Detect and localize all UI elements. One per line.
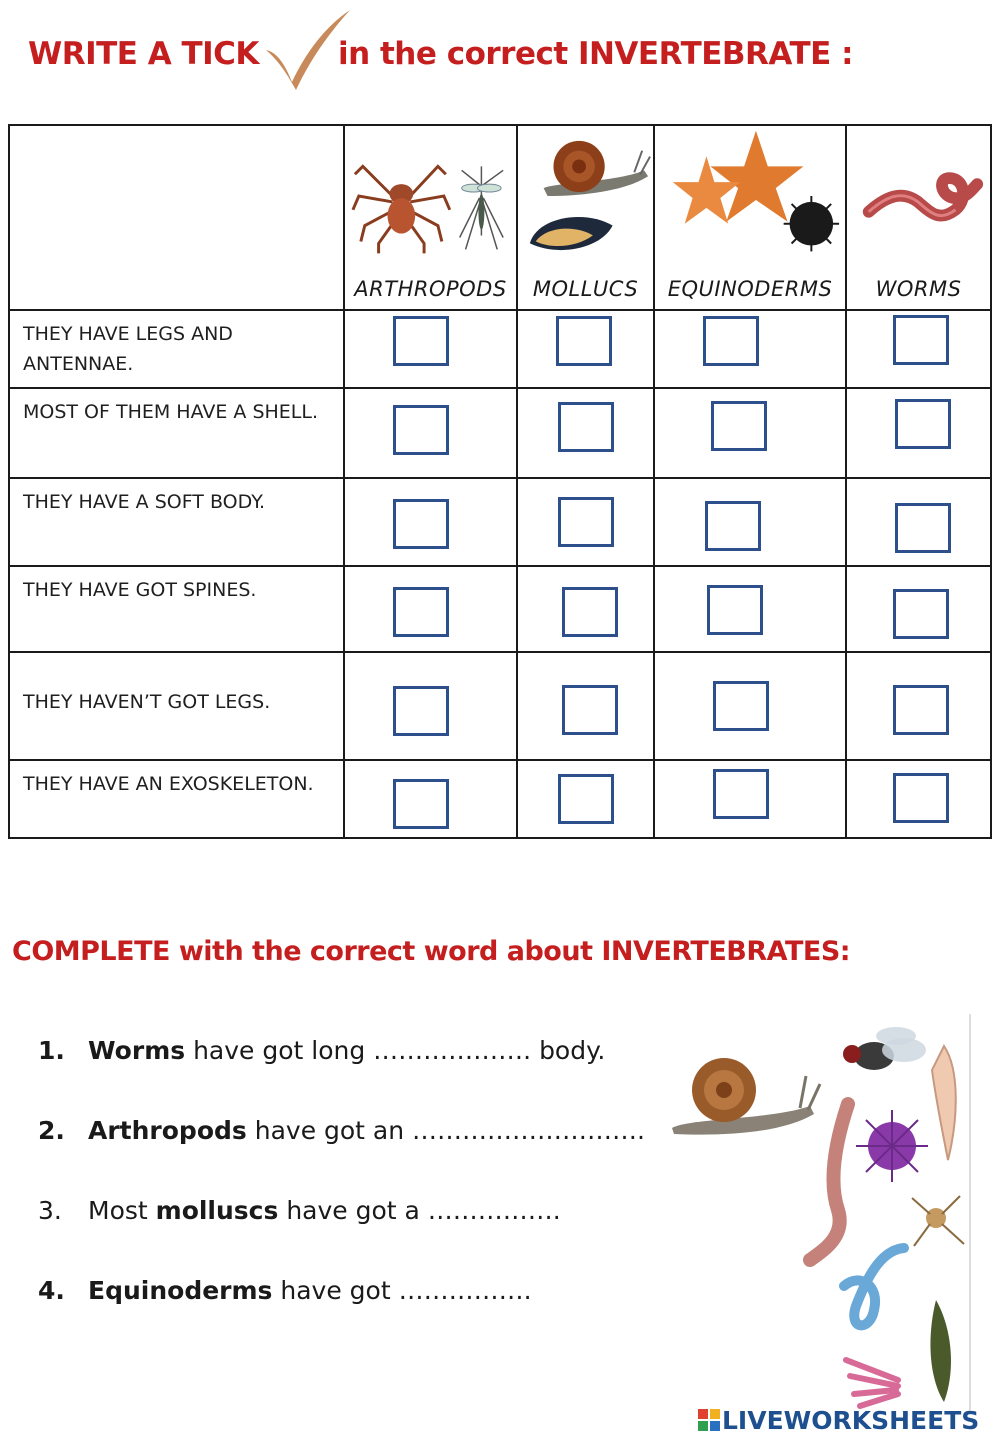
checkbox-nolegs-mollucs[interactable] [562, 685, 618, 735]
sentence-number: 3. [38, 1196, 62, 1225]
earthworm-icon [810, 1104, 848, 1260]
header-worms [846, 125, 991, 310]
table-row [9, 388, 991, 478]
row-label: THEY HAVE GOT SPINES. [23, 579, 257, 601]
table-row [9, 652, 991, 760]
sentence-text: have got an ………………………. [246, 1116, 645, 1145]
liveworksheets-logo [698, 1406, 979, 1435]
worm-icon [847, 126, 990, 266]
table-row [9, 478, 991, 566]
row-label: MOST OF THEM HAVE A SHELL. [23, 401, 319, 423]
checkbox-spines-equinoderms[interactable] [707, 585, 763, 635]
column-label-mollucs: MOLLUCS [532, 277, 639, 301]
checkbox-shell-worms[interactable] [895, 399, 951, 449]
column-label-arthropods: ARTHROPODS [354, 277, 507, 301]
sentence-number: 1. [38, 1036, 65, 1065]
row-label: THEY HAVE LEGS AND ANTENNAE. [23, 323, 233, 375]
sentence-text: have got a ……………. [278, 1196, 561, 1225]
row-label: THEY HAVE AN EXOSKELETON. [23, 773, 314, 795]
sentence-pre: Most [88, 1196, 156, 1225]
checkbox-spines-arthropods[interactable] [393, 587, 449, 637]
checkbox-exo-worms[interactable] [893, 773, 949, 823]
checkbox-legs-worms[interactable] [893, 315, 949, 365]
checkbox-legs-arthropods[interactable] [393, 316, 449, 366]
header-mollucs [517, 125, 654, 310]
heading-tick-part2: in the correct INVERTEBRATE : [338, 36, 853, 72]
snail-mussel-icon [518, 126, 653, 266]
table-header-row [9, 125, 991, 310]
header-empty-cell [9, 125, 344, 310]
list-item [38, 1196, 645, 1276]
checkbox-nolegs-arthropods[interactable] [393, 686, 449, 736]
checkbox-exo-arthropods[interactable] [393, 779, 449, 829]
sentence-text: have got long ………………. body. [185, 1036, 606, 1065]
sentence-bold: Equinoderms [88, 1276, 273, 1305]
header-arthropods [344, 125, 517, 310]
sentence-bold: molluscs [155, 1196, 279, 1225]
table-row [9, 760, 991, 838]
sentence-bold: Worms [88, 1036, 186, 1065]
starfish-urchin-icon [655, 126, 845, 266]
header-equinoderms [654, 125, 846, 310]
logo-text: LIVEWORKSHEETS [722, 1406, 980, 1435]
column-label-equinoderms: EQUINODERMS [667, 277, 833, 301]
tube-worm-icon [846, 1360, 898, 1406]
checkbox-nolegs-equinoderms[interactable] [713, 681, 769, 731]
checkbox-legs-mollucs[interactable] [556, 316, 612, 366]
spider-mosquito-icon [345, 126, 516, 266]
checkbox-spines-mollucs[interactable] [562, 587, 618, 637]
checkbox-nolegs-worms[interactable] [893, 685, 949, 735]
table-row [9, 310, 991, 388]
checkbox-soft-mollucs[interactable] [558, 497, 614, 547]
checkbox-soft-worms[interactable] [895, 503, 951, 553]
column-label-worms: WORMS [875, 277, 962, 301]
checkbox-exo-mollucs[interactable] [558, 774, 614, 824]
checkbox-exo-equinoderms[interactable] [713, 769, 769, 819]
row-label: THEY HAVE A SOFT BODY. [23, 491, 265, 513]
invertebrates-illustration [660, 1010, 990, 1430]
sentence-text: have got ……………. [272, 1276, 532, 1305]
invertebrate-table [8, 124, 992, 839]
checkbox-legs-equinoderms[interactable] [703, 316, 759, 366]
checkbox-shell-arthropods[interactable] [393, 405, 449, 455]
checkbox-spines-worms[interactable] [893, 589, 949, 639]
liveworksheets-logo-icon [698, 1409, 720, 1431]
sentence-number: 4. [38, 1276, 65, 1305]
sentence-number: 2. [38, 1116, 65, 1145]
list-item [38, 1036, 645, 1116]
blue-worm-icon [844, 1248, 904, 1325]
table-row [9, 566, 991, 652]
checkbox-soft-arthropods[interactable] [393, 499, 449, 549]
sentence-list [38, 1036, 645, 1356]
row-label: THEY HAVEN’T GOT LEGS. [23, 691, 271, 713]
list-item [38, 1116, 645, 1196]
leech-icon [930, 1300, 951, 1402]
shrimp-icon [932, 1046, 956, 1160]
checkbox-shell-equinoderms[interactable] [711, 401, 767, 451]
checkbox-soft-equinoderms[interactable] [705, 501, 761, 551]
checkbox-shell-mollucs[interactable] [558, 402, 614, 452]
sentence-bold: Arthropods [88, 1116, 247, 1145]
heading-tick-part1: WRITE A TICK [28, 36, 259, 72]
heading-complete: COMPLETE with the correct word about INVERTEBRATES: [12, 936, 851, 967]
list-item [38, 1276, 645, 1356]
